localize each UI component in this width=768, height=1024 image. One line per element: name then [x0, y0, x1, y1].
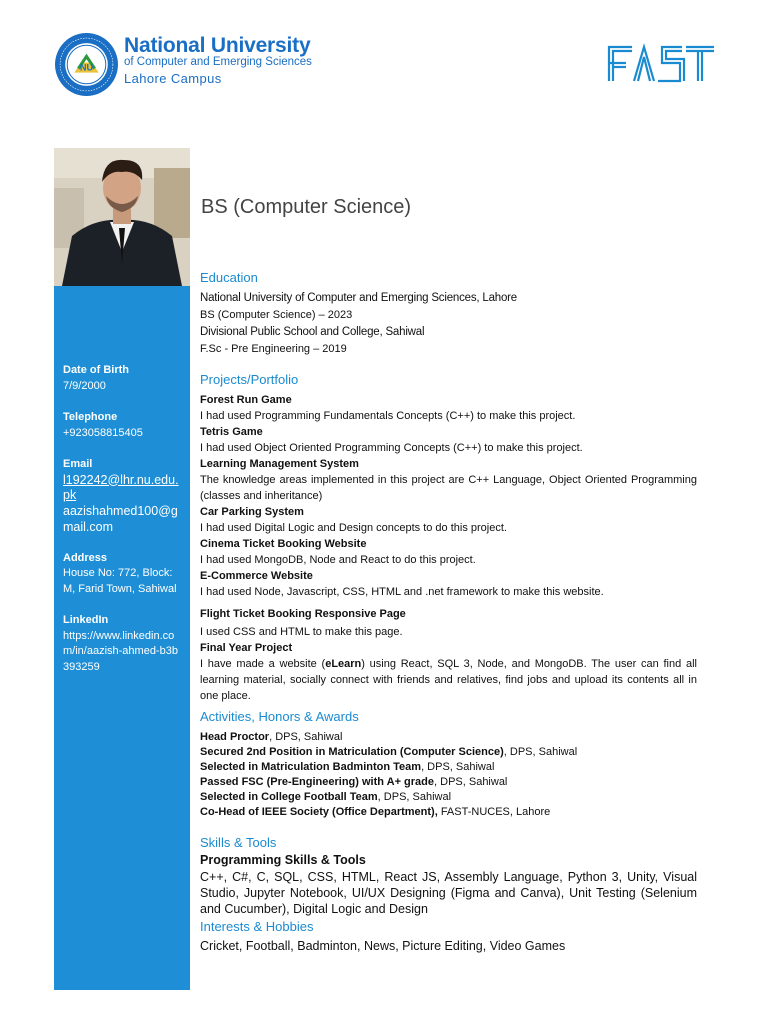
- email-block: [63, 457, 182, 535]
- skills-heading: Skills & Tools: [200, 835, 277, 850]
- project-desc: I had used Object Oriented Programming Concepts (C++) to make this project.: [200, 442, 583, 454]
- education-heading: Education: [200, 270, 258, 285]
- activity-item: [200, 760, 697, 775]
- dob-block: [63, 363, 182, 394]
- project-title: Flight Ticket Booking Responsive Page: [200, 608, 406, 620]
- education-institution: National University of Computer and Emerging Sciences, Lahore: [200, 292, 517, 304]
- activity-item: [200, 730, 697, 745]
- activity-title: Secured 2nd Position in Matriculation (Computer Science): [200, 746, 504, 758]
- main-content: [200, 270, 697, 954]
- address-block: [63, 551, 182, 598]
- activity-place: , DPS, Sahiwal: [377, 791, 452, 803]
- project-title: Cinema Ticket Booking Website: [200, 538, 367, 550]
- education-institution: Divisional Public School and College, Sahiwal: [200, 326, 425, 338]
- svg-text:NU: NU: [79, 62, 94, 73]
- address-value: House No: 772, Block: M, Farid Town, Sahiwal: [63, 567, 177, 595]
- skills-subheading: Programming Skills & Tools: [200, 853, 366, 867]
- university-subtitle: of Computer and Emerging Sciences: [124, 56, 312, 68]
- project-desc-pre: I have made a website (: [200, 658, 326, 670]
- education-degree: BS (Computer Science) – 2023: [200, 309, 353, 321]
- university-seal-icon: [54, 32, 119, 97]
- activity-place: FAST-NUCES, Lahore: [437, 806, 551, 818]
- projects-heading: Projects/Portfolio: [200, 372, 299, 387]
- project-desc: I had used MongoDB, Node and React to do this project.: [200, 554, 476, 566]
- activity-item: [200, 805, 697, 820]
- activity-item: [200, 745, 697, 760]
- dob-label: Date of Birth: [63, 364, 129, 376]
- activity-title: Selected in Matriculation Badminton Team: [200, 761, 422, 773]
- skills-text: C++, C#, C, SQL, CSS, HTML, React JS, Assembly Language, Python 3, Unity, Visual Studio, Jupyter Notebook, UI/UX Designing (Figma and Canva), Unit Testing (Selenium and Cucumber), Digital Logic and Design: [200, 870, 697, 916]
- linkedin-label: LinkedIn: [63, 614, 109, 626]
- activities-list: [200, 730, 697, 820]
- project-desc: I had used Node, Javascript, CSS, HTML and .net framework to make this website.: [200, 586, 604, 598]
- project-title: Final Year Project: [200, 642, 293, 654]
- activity-place: , DPS, Sahiwal: [269, 731, 343, 743]
- project-title: Tetris Game: [200, 426, 263, 438]
- linkedin-block: [63, 613, 182, 675]
- email-primary-link[interactable]: l192242@lhr.nu.edu.pk: [63, 472, 179, 502]
- project-desc: [200, 656, 697, 704]
- activity-place: , DPS, Sahiwal: [421, 761, 495, 773]
- project-title: Forest Run Game: [200, 394, 292, 406]
- activity-item: [200, 775, 697, 790]
- phone-block: [63, 410, 182, 441]
- activity-place: , DPS, Sahiwal: [434, 776, 508, 788]
- project-desc: I had used Programming Fundamentals Concepts (C++) to make this project.: [200, 410, 576, 422]
- projects-list: [200, 392, 697, 704]
- email-label: Email: [63, 458, 93, 470]
- project-title: Learning Management System: [200, 458, 359, 470]
- contact-sidebar: [54, 286, 190, 990]
- education-list: [200, 290, 697, 358]
- activity-title: Head Proctor: [200, 731, 270, 743]
- activity-title: Selected in College Football Team: [200, 791, 378, 803]
- activities-heading: Activities, Honors & Awards: [200, 709, 359, 724]
- project-desc: The knowledge areas implemented in this project are C++ Language, Object Oriented Programming (classes and inheritance): [200, 474, 697, 502]
- campus-name: Lahore Campus: [124, 71, 222, 86]
- activity-title: Passed FSC (Pre-Engineering) with A+ grade: [200, 776, 435, 788]
- education-degree: F.Sc - Pre Engineering – 2019: [200, 343, 347, 355]
- project-title: Car Parking System: [200, 506, 304, 518]
- project-desc-post: ) using React, SQL 3, Node, and MongoDB. The user can find all learning material, socially connect with friends and relatives, find jobs and upload its contents all in one place.: [200, 658, 697, 702]
- project-desc: I used CSS and HTML to make this page.: [200, 626, 403, 638]
- fast-logo-icon: [606, 43, 716, 83]
- university-name: National University: [124, 34, 311, 57]
- project-title: E-Commerce Website: [200, 570, 313, 582]
- phone-label: Telephone: [63, 411, 118, 423]
- project-desc: I had used Digital Logic and Design concepts to do this project.: [200, 522, 507, 534]
- project-desc-bold: eLearn: [325, 658, 362, 670]
- address-label: Address: [63, 551, 108, 564]
- resume-title: BS (Computer Science): [201, 196, 412, 218]
- profile-photo: [54, 148, 190, 286]
- interests-heading: Interests & Hobbies: [200, 919, 314, 934]
- email-secondary[interactable]: aazishahmed100@gmail.com: [63, 503, 178, 534]
- dob-value: 7/9/2000: [63, 379, 106, 392]
- activity-item: [200, 790, 697, 805]
- activity-title: Co-Head of IEEE Society (Office Department),: [200, 806, 438, 818]
- activity-place: , DPS, Sahiwal: [503, 746, 578, 758]
- phone-value[interactable]: +923058815405: [63, 426, 143, 439]
- linkedin-link[interactable]: https://www.linkedin.com/in/aazish-ahmed-b3b393259: [63, 629, 178, 673]
- interests-text: Cricket, Football, Badminton, News, Picture Editing, Video Games: [200, 939, 566, 953]
